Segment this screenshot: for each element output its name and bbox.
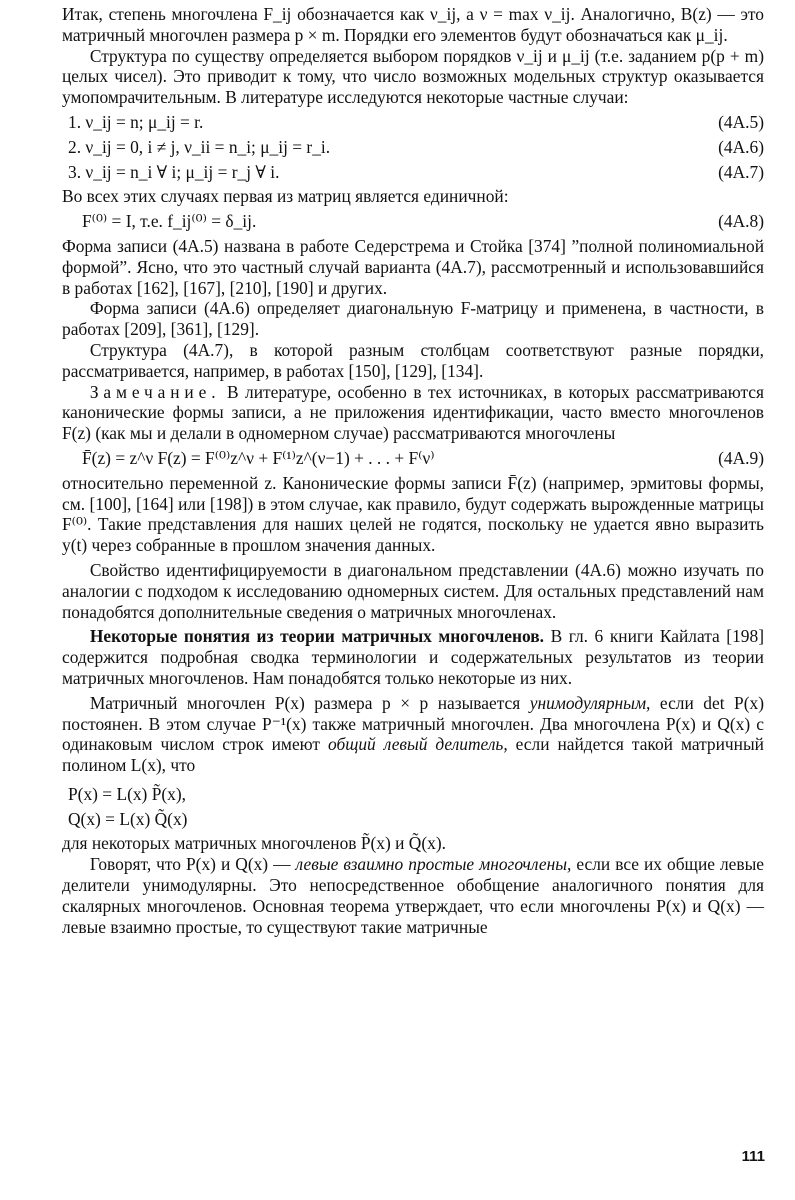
- term-left-coprime: левые взаимно простые многочлены,: [295, 854, 572, 875]
- remark-lead: Замечание.: [89, 381, 221, 402]
- equation-body: 2. ν_ij = 0, i ≠ j, ν_ii = n_i; μ_ij = r_i.: [68, 136, 331, 157]
- paragraph-full-form: Форма записи (4A.5) названа в работе Седерстрема и Стойка [374] ”полной полиномиальной формой”. Ясно, что это частный случай варианта (4A.7), рассмотренный и использовавшийся в работах [162], [167], [210], [190] и других.: [62, 235, 764, 298]
- paragraph-column-orders: Структура (4A.7), в которой разным столбцам соответствуют разные порядки, рассматривается, например, в работах [150], [129], [134].: [62, 339, 764, 381]
- coprime-text-b: если все их общие левые делители унимодулярны. Это непосредственное обобщение аналогичного понятия для скалярных многочленов. Основная теорема утверждает, что если многочлены P(x) и Q(x) — левые взаимно простые, то существуют такие матричные: [62, 854, 764, 937]
- paragraph-matrix-polynomials: [62, 626, 764, 688]
- paragraph-remark: [62, 382, 764, 444]
- equation-number: (4A.5): [718, 111, 764, 132]
- paragraph-coprime: [62, 854, 764, 937]
- equation-divisor: [62, 784, 764, 830]
- equation-body: F̄(z) = z^ν F(z) = F⁽⁰⁾z^ν + F⁽¹⁾z^(ν−1) + . . . + F⁽ν⁾: [82, 447, 435, 468]
- equation-body: F⁽⁰⁾ = I, т.е. f_ij⁽⁰⁾ = δ_ij.: [82, 211, 257, 232]
- coprime-text-a: Говорят, что P(x) и Q(x) —: [89, 854, 291, 875]
- paragraph-unimodular: [62, 693, 764, 776]
- paragraph-diagonal-form: Форма записи (4A.6) определяет диагональную F-матрицу и применена, в частности, в работах [209], [361], [129].: [62, 298, 764, 340]
- remark-text: В литературе, особенно в тех источниках, в которых рассматриваются канонические формы записи, а не приложения идентификации, часто вместо многочленов F(z) (как мы и делали в одномерном случае) рассматриваются многочлены: [62, 381, 764, 444]
- paragraph-degree: Итак, степень многочлена F_ij обозначается как ν_ij, а ν = max ν_ij. Аналогично, B(z) — это матричный многочлен размера p × m. Порядки его элементов будут обозначаться как μ_ij.: [62, 4, 764, 45]
- equation-line-p: P(x) = L(x) P̃(x),: [68, 783, 186, 804]
- equation-4a5: [62, 112, 764, 133]
- equation-4a8: [62, 211, 764, 232]
- equation-line-q: Q(x) = L(x) Q̃(x): [68, 808, 188, 829]
- equation-4a9: [62, 448, 764, 469]
- equation-number: (4A.7): [718, 161, 764, 182]
- equation-number: (4A.9): [718, 447, 764, 468]
- paragraph-identity: Во всех этих случаях первая из матриц является единичной:: [62, 186, 509, 207]
- page-body: [62, 4, 764, 937]
- paragraph-canonical-forms: относительно переменной z. Канонические формы записи F̄(z) (например, эрмитовы формы, см. [100], [164] или [198]) в этом случае, как правило, будут содержать вырожденные матрицы F⁽⁰⁾. Такие представления для наших целей не годятся, поскольку не удается явно выразить y(t) через собранные в прошлом значения данных.: [62, 472, 764, 556]
- equation-4a7: [62, 162, 764, 183]
- equation-body: 1. ν_ij = n; μ_ij = r.: [68, 111, 204, 132]
- term-unimodular: унимодулярным,: [529, 692, 651, 713]
- term-left-divisor: общий левый делитель,: [328, 734, 508, 755]
- section-heading: Некоторые понятия из теории матричных многочленов.: [89, 626, 544, 647]
- paragraph-structure: Структура по существу определяется выбором порядков ν_ij и μ_ij (т.е. заданием p(p + m) целых чисел). Это приводит к тому, что число возможных модельных структур оказывается умопомрачительным. В литературе исследуются некоторые частные случаи:: [62, 45, 764, 108]
- equation-number: (4A.6): [718, 136, 764, 157]
- section-text: В гл. 6 книги Кайлата [198] содержится подробная сводка терминологии и содержательных результатов из теории матричных многочленов. Нам понадобятся только некоторые из них.: [62, 626, 764, 688]
- page-number: 111: [741, 1148, 765, 1165]
- paragraph-identifiability: Свойство идентифицируемости в диагональном представлении (4A.6) можно изучать по аналогии с подходом к исследованию одномерных систем. Для остальных представлений нам понадобятся дополнительные сведения о матричных многочленах.: [62, 559, 764, 622]
- equation-number: (4A.8): [718, 211, 764, 232]
- equation-body: 3. ν_ij = n_i ∀ i; μ_ij = r_j ∀ i.: [68, 161, 280, 182]
- unimodular-text-a: Матричный многочлен P(x) размера p × p называется: [89, 692, 521, 713]
- unimodular-text-b: если det P(x) постоянен. В этом случае P⁻¹(x) также матричный многочлен. Два многочлена P(x) и Q(x) с одинаковым числом строк имеют: [62, 692, 764, 755]
- equation-4a6: [62, 137, 764, 158]
- unimodular-text-c: если найдется такой матричный полином L(x), что: [62, 734, 764, 776]
- paragraph-some-polynomials: для некоторых матричных многочленов P̃(x) и Q̃(x).: [62, 833, 446, 854]
